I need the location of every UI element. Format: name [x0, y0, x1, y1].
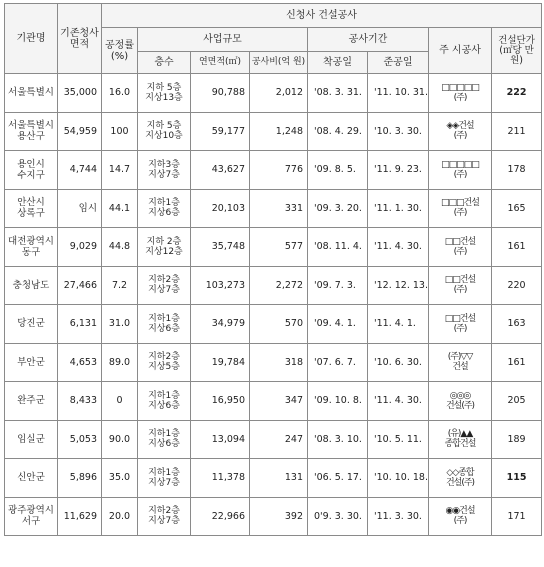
floor-area-cell: 35,748: [191, 228, 250, 267]
progress-cell: 100: [102, 112, 138, 151]
header-period-group: 공사기간: [308, 28, 429, 52]
table-row: [5, 112, 542, 151]
contractor-cell: □□□□□ (주): [429, 151, 492, 190]
start-date-cell: '09. 4. 1.: [308, 305, 368, 344]
table-row: [5, 420, 542, 459]
header-agency: 기관명: [5, 4, 58, 74]
table-row: [5, 382, 542, 421]
start-date-cell: '09. 7. 3.: [308, 266, 368, 305]
start-date-cell: '06. 5. 17.: [308, 459, 368, 498]
cost-cell: 331: [250, 189, 308, 228]
unit-cost-cell: 165: [492, 189, 542, 228]
floors-cell: 지하 2층 지상12층: [138, 228, 191, 267]
progress-cell: 0: [102, 382, 138, 421]
agency-cell: 당진군: [5, 305, 58, 344]
unit-cost-cell: 163: [492, 305, 542, 344]
progress-cell: 7.2: [102, 266, 138, 305]
unit-cost-cell: 189: [492, 420, 542, 459]
end-date-cell: '11. 4. 1.: [368, 305, 429, 344]
end-date-cell: '11. 4. 30.: [368, 382, 429, 421]
contractor-cell: ◉◉건설 (주): [429, 497, 492, 536]
unit-cost-cell: 211: [492, 112, 542, 151]
end-date-cell: '10. 3. 30.: [368, 112, 429, 151]
cost-cell: 392: [250, 497, 308, 536]
construction-table: [4, 3, 542, 536]
header-floor-area: 연면적(㎡): [191, 52, 250, 74]
unit-cost-cell: 115: [492, 459, 542, 498]
progress-cell: 35.0: [102, 459, 138, 498]
header-progress: 공정률 (%): [102, 28, 138, 74]
table-row: [5, 74, 542, 113]
floors-cell: 지하1층 지상6층: [138, 420, 191, 459]
area-cell: 54,959: [58, 112, 102, 151]
unit-cost-cell: 222: [492, 74, 542, 113]
floors-cell: 지하1층 지상7층: [138, 459, 191, 498]
progress-cell: 44.1: [102, 189, 138, 228]
contractor-cell: □□□건설 (주): [429, 189, 492, 228]
contractor-cell: □□건설 (주): [429, 266, 492, 305]
area-cell: 11,629: [58, 497, 102, 536]
agency-cell: 광주광역시 서구: [5, 497, 58, 536]
cost-cell: 1,248: [250, 112, 308, 151]
progress-cell: 16.0: [102, 74, 138, 113]
start-date-cell: '09. 10. 8.: [308, 382, 368, 421]
end-date-cell: '10. 6. 30.: [368, 343, 429, 382]
agency-cell: 서울특별시 용산구: [5, 112, 58, 151]
floors-cell: 지하2층 지상7층: [138, 497, 191, 536]
unit-cost-cell: 220: [492, 266, 542, 305]
floor-area-cell: 34,979: [191, 305, 250, 344]
agency-cell: 신안군: [5, 459, 58, 498]
start-date-cell: '08. 3. 10.: [308, 420, 368, 459]
contractor-cell: □□건설 (주): [429, 305, 492, 344]
cost-cell: 776: [250, 151, 308, 190]
area-cell: 9,029: [58, 228, 102, 267]
end-date-cell: '11. 3. 30.: [368, 497, 429, 536]
cost-cell: 570: [250, 305, 308, 344]
header-floors: 층수: [138, 52, 191, 74]
floor-area-cell: 19,784: [191, 343, 250, 382]
end-date-cell: '11. 1. 30.: [368, 189, 429, 228]
start-date-cell: '07. 6. 7.: [308, 343, 368, 382]
header-area: 기존청사 면적: [58, 4, 102, 74]
unit-cost-cell: 178: [492, 151, 542, 190]
floor-area-cell: 13,094: [191, 420, 250, 459]
table-row: [5, 266, 542, 305]
cost-cell: 318: [250, 343, 308, 382]
end-date-cell: '10. 5. 11.: [368, 420, 429, 459]
area-cell: 4,744: [58, 151, 102, 190]
area-cell: 8,433: [58, 382, 102, 421]
floor-area-cell: 43,627: [191, 151, 250, 190]
area-cell: 5,053: [58, 420, 102, 459]
header-contractor: 주 시공사: [429, 28, 492, 74]
start-date-cell: '09. 3. 20.: [308, 189, 368, 228]
table-body: [5, 74, 542, 536]
floors-cell: 지하2층 지상7층: [138, 266, 191, 305]
table-row: [5, 343, 542, 382]
floor-area-cell: 90,788: [191, 74, 250, 113]
start-date-cell: 0'9. 3. 30.: [308, 497, 368, 536]
progress-cell: 14.7: [102, 151, 138, 190]
area-cell: 임시: [58, 189, 102, 228]
start-date-cell: '08. 11. 4.: [308, 228, 368, 267]
agency-cell: 대전광역시 동구: [5, 228, 58, 267]
contractor-cell: ◎◎◎ 건설(주): [429, 382, 492, 421]
floors-cell: 지하 5층 지상10층: [138, 112, 191, 151]
unit-cost-cell: 205: [492, 382, 542, 421]
floor-area-cell: 22,966: [191, 497, 250, 536]
cost-cell: 2,012: [250, 74, 308, 113]
agency-cell: 충청남도: [5, 266, 58, 305]
floors-cell: 지하2층 지상5층: [138, 343, 191, 382]
cost-cell: 2,272: [250, 266, 308, 305]
table-row: [5, 305, 542, 344]
area-cell: 6,131: [58, 305, 102, 344]
floors-cell: 지하1층 지상6층: [138, 382, 191, 421]
floor-area-cell: 103,273: [191, 266, 250, 305]
unit-cost-cell: 161: [492, 343, 542, 382]
floor-area-cell: 20,103: [191, 189, 250, 228]
agency-cell: 서울특별시: [5, 74, 58, 113]
start-date-cell: '08. 4. 29.: [308, 112, 368, 151]
table-row: [5, 189, 542, 228]
floors-cell: 지하1층 지상6층: [138, 189, 191, 228]
contractor-cell: ◇◇종합 건설(주): [429, 459, 492, 498]
area-cell: 27,466: [58, 266, 102, 305]
agency-cell: 부안군: [5, 343, 58, 382]
unit-cost-cell: 161: [492, 228, 542, 267]
end-date-cell: '11. 10. 31.: [368, 74, 429, 113]
cost-cell: 347: [250, 382, 308, 421]
end-date-cell: '11. 4. 30.: [368, 228, 429, 267]
header-main-group: 신청사 건설공사: [102, 4, 542, 28]
floor-area-cell: 11,378: [191, 459, 250, 498]
cost-cell: 247: [250, 420, 308, 459]
area-cell: 35,000: [58, 74, 102, 113]
contractor-cell: (주)▽▽ 건설: [429, 343, 492, 382]
end-date-cell: '10. 10. 18.: [368, 459, 429, 498]
agency-cell: 안산시 상록구: [5, 189, 58, 228]
progress-cell: 20.0: [102, 497, 138, 536]
end-date-cell: '11. 9. 23.: [368, 151, 429, 190]
agency-cell: 완주군: [5, 382, 58, 421]
progress-cell: 31.0: [102, 305, 138, 344]
table-row: [5, 497, 542, 536]
header-end: 준공일: [368, 52, 429, 74]
progress-cell: 44.8: [102, 228, 138, 267]
header-scale-group: 사업규모: [138, 28, 308, 52]
table-row: [5, 459, 542, 498]
header-cost: 공사비(억 원): [250, 52, 308, 74]
progress-cell: 90.0: [102, 420, 138, 459]
end-date-cell: '12. 12. 13.: [368, 266, 429, 305]
contractor-cell: □□건설 (주): [429, 228, 492, 267]
floor-area-cell: 16,950: [191, 382, 250, 421]
area-cell: 4,653: [58, 343, 102, 382]
cost-cell: 577: [250, 228, 308, 267]
cost-cell: 131: [250, 459, 308, 498]
table-row: [5, 228, 542, 267]
contractor-cell: ◈◈건설 (주): [429, 112, 492, 151]
header-start: 착공일: [308, 52, 368, 74]
floor-area-cell: 59,177: [191, 112, 250, 151]
unit-cost-cell: 171: [492, 497, 542, 536]
floors-cell: 지하1층 지상6층: [138, 305, 191, 344]
floors-cell: 지하 5층 지상13층: [138, 74, 191, 113]
floors-cell: 지하3층 지상7층: [138, 151, 191, 190]
header-unit-cost: 건설단가 (㎡당 만 원): [492, 28, 542, 74]
table-row: [5, 151, 542, 190]
start-date-cell: '09. 8. 5.: [308, 151, 368, 190]
progress-cell: 89.0: [102, 343, 138, 382]
agency-cell: 임실군: [5, 420, 58, 459]
area-cell: 5,896: [58, 459, 102, 498]
start-date-cell: '08. 3. 31.: [308, 74, 368, 113]
contractor-cell: □□□□□ (주): [429, 74, 492, 113]
agency-cell: 용인시 수지구: [5, 151, 58, 190]
contractor-cell: (유)▲▲ 종합건설: [429, 420, 492, 459]
